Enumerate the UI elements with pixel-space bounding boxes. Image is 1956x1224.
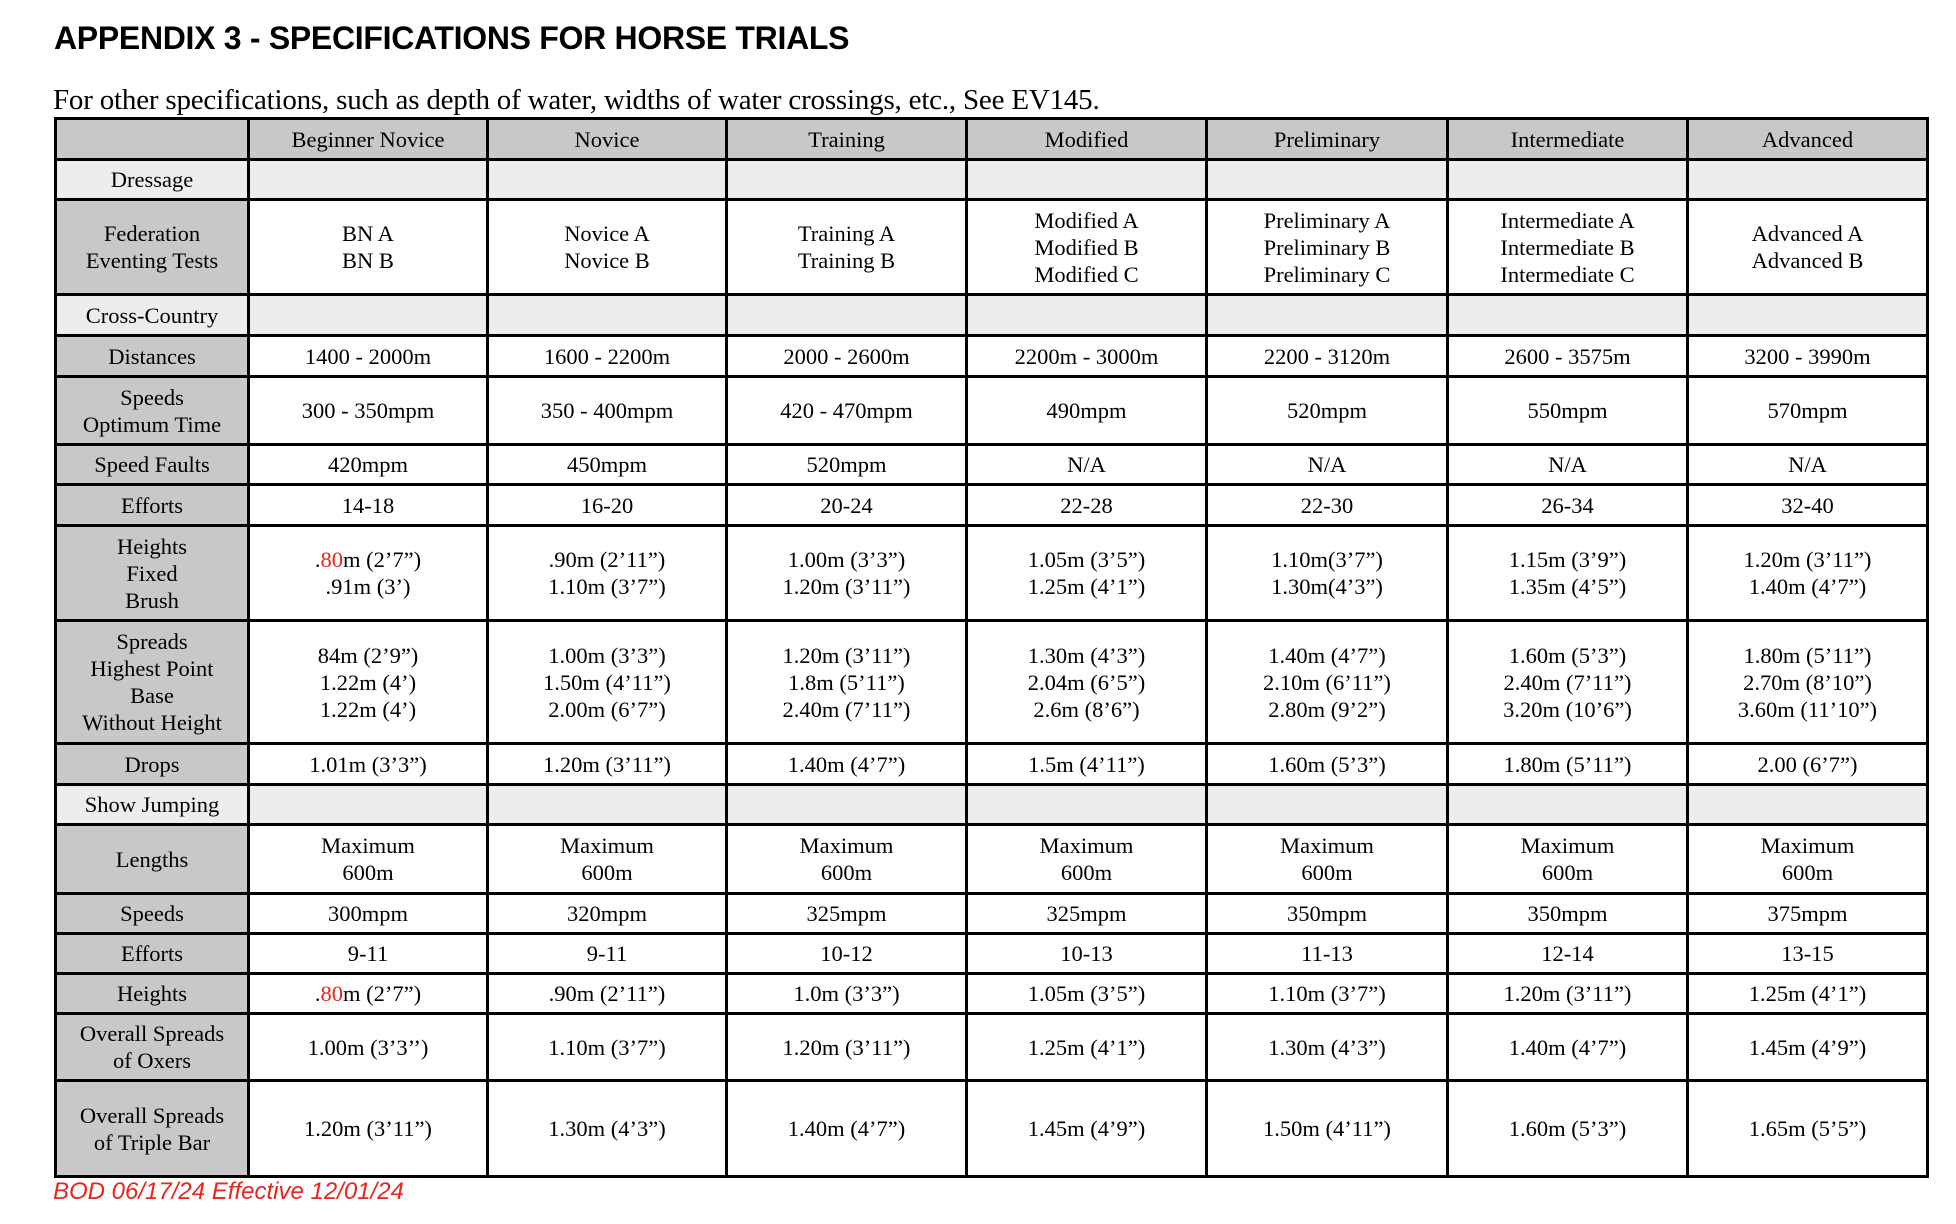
row-label: Overall Spreads of Triple Bar <box>56 1081 249 1177</box>
table-cell: 1.30m (4’3”) 2.04m (6’5”) 2.6m (8’6”) <box>967 621 1207 744</box>
table-cell: Training A Training B <box>727 200 967 295</box>
row-label: Speed Faults <box>56 445 249 485</box>
row-label: Spreads Highest Point Base Without Height <box>56 621 249 744</box>
column-header-advanced: Advanced <box>1688 119 1928 160</box>
table-cell: 1.00m (3’3”) 1.50m (4’11”) 2.00m (6’7”) <box>488 621 727 744</box>
table-cell: 520mpm <box>1207 377 1448 445</box>
table-cell: 1.80m (5’11”) <box>1448 744 1688 785</box>
section-row-dressage <box>56 160 1928 200</box>
section-empty-cell <box>727 160 967 200</box>
column-header-intermediate: Intermediate <box>1448 119 1688 160</box>
table-cell: 10-12 <box>727 934 967 974</box>
specifications-table <box>54 117 1929 1178</box>
section-empty-cell <box>1207 785 1448 825</box>
table-cell: 1.60m (5’3”) <box>1448 1081 1688 1177</box>
row-label: Speeds <box>56 894 249 934</box>
table-cell: 1.20m (3’11”) <box>1448 974 1688 1014</box>
table-cell: BN A BN B <box>249 200 488 295</box>
table-cell: 325mpm <box>967 894 1207 934</box>
table-cell: 1.10m (3’7”) <box>488 1014 727 1081</box>
value-rest: m (2’7”) <box>343 981 422 1006</box>
effective-date-note: BOD 06/17/24 Effective 12/01/24 <box>53 1178 404 1205</box>
table-row <box>56 621 1928 744</box>
table-cell: Maximum 600m <box>727 825 967 894</box>
column-header-preliminary: Preliminary <box>1207 119 1448 160</box>
table-cell: 1.40m (4’7”) <box>1448 1014 1688 1081</box>
row-label: Distances <box>56 336 249 377</box>
row-label: Speeds Optimum Time <box>56 377 249 445</box>
table-cell: 1.50m (4’11”) <box>1207 1081 1448 1177</box>
table-cell: 1.05m (3’5”) <box>967 974 1207 1014</box>
table-cell: 2600 - 3575m <box>1448 336 1688 377</box>
row-label: Overall Spreads of Oxers <box>56 1014 249 1081</box>
section-label: Show Jumping <box>56 785 249 825</box>
table-cell: 1.10m (3’7”) <box>1207 974 1448 1014</box>
table-cell: N/A <box>1688 445 1928 485</box>
table-cell <box>249 974 488 1014</box>
section-row-show-jumping <box>56 785 1928 825</box>
table-cell: 325mpm <box>727 894 967 934</box>
table-cell: 2.00 (6’7”) <box>1688 744 1928 785</box>
table-cell: 1.20m (3’11”) <box>249 1081 488 1177</box>
table-row <box>56 377 1928 445</box>
section-empty-cell <box>967 295 1207 336</box>
table-cell: 1.5m (4’11”) <box>967 744 1207 785</box>
table-cell: 1.05m (3’5”) 1.25m (4’1”) <box>967 526 1207 621</box>
table-cell: Maximum 600m <box>1688 825 1928 894</box>
section-empty-cell <box>727 295 967 336</box>
section-label: Cross-Country <box>56 295 249 336</box>
table-cell: 450mpm <box>488 445 727 485</box>
table-cell: 1.00m (3’3’’) <box>249 1014 488 1081</box>
section-empty-cell <box>1448 785 1688 825</box>
table-cell: 1.60m (5’3”) 2.40m (7’11”) 3.20m (10’6”) <box>1448 621 1688 744</box>
table-cell: 420 - 470mpm <box>727 377 967 445</box>
table-cell: 2200m - 3000m <box>967 336 1207 377</box>
table-cell: 1.10m(3’7”) 1.30m(4’3”) <box>1207 526 1448 621</box>
table-cell: 9-11 <box>249 934 488 974</box>
table-cell: 20-24 <box>727 485 967 526</box>
table-cell: 1.20m (3’11”) 1.8m (5’11”) 2.40m (7’11”) <box>727 621 967 744</box>
table-cell: 1400 - 2000m <box>249 336 488 377</box>
section-label: Dressage <box>56 160 249 200</box>
table-cell: N/A <box>967 445 1207 485</box>
section-empty-cell <box>1448 160 1688 200</box>
table-row <box>56 825 1928 894</box>
table-cell: 1.0m (3’3”) <box>727 974 967 1014</box>
table-cell: 26-34 <box>1448 485 1688 526</box>
table-cell: 1.20m (3’11”) <box>488 744 727 785</box>
table-cell: 1.40m (4’7”) 2.10m (6’11”) 2.80m (9’2”) <box>1207 621 1448 744</box>
value-prefix: . <box>314 547 321 572</box>
section-empty-cell <box>1207 160 1448 200</box>
table-cell: 22-30 <box>1207 485 1448 526</box>
section-empty-cell <box>1448 295 1688 336</box>
table-cell: 1.20m (3’11”) 1.40m (4’7”) <box>1688 526 1928 621</box>
table-cell: 350 - 400mpm <box>488 377 727 445</box>
table-cell: Maximum 600m <box>1448 825 1688 894</box>
table-cell: 1.30m (4’3”) <box>1207 1014 1448 1081</box>
section-empty-cell <box>488 160 727 200</box>
table-cell: 3200 - 3990m <box>1688 336 1928 377</box>
section-empty-cell <box>488 785 727 825</box>
row-label: Efforts <box>56 485 249 526</box>
table-cell: Maximum 600m <box>1207 825 1448 894</box>
table-cell: Preliminary A Preliminary B Preliminary C <box>1207 200 1448 295</box>
table-cell: 12-14 <box>1448 934 1688 974</box>
table-row <box>56 485 1928 526</box>
section-empty-cell <box>1688 785 1928 825</box>
table-cell: 320mpm <box>488 894 727 934</box>
table-cell: 570mpm <box>1688 377 1928 445</box>
table-cell: 1.25m (4’1”) <box>967 1014 1207 1081</box>
table-cell: 1.45m (4’9”) <box>967 1081 1207 1177</box>
table-cell: .90m (2’11”) <box>488 974 727 1014</box>
page-title: APPENDIX 3 - SPECIFICATIONS FOR HORSE TRIALS <box>54 20 850 56</box>
section-empty-cell <box>967 160 1207 200</box>
table-cell: 1.65m (5’5”) <box>1688 1081 1928 1177</box>
table-cell: 10-13 <box>967 934 1207 974</box>
table-cell: 1.80m (5’11”) 2.70m (8’10”) 3.60m (11’10”) <box>1688 621 1928 744</box>
table-row <box>56 894 1928 934</box>
section-empty-cell <box>488 295 727 336</box>
table-cell: 1.45m (4’9”) <box>1688 1014 1928 1081</box>
section-empty-cell <box>1207 295 1448 336</box>
row-label: Efforts <box>56 934 249 974</box>
header-row <box>56 119 1928 160</box>
table-cell: 11-13 <box>1207 934 1448 974</box>
table-row <box>56 744 1928 785</box>
value-prefix: . <box>314 981 321 1006</box>
column-header-novice: Novice <box>488 119 727 160</box>
table-cell: 14-18 <box>249 485 488 526</box>
section-empty-cell <box>1688 295 1928 336</box>
table-cell: N/A <box>1448 445 1688 485</box>
header-corner-cell <box>56 119 249 160</box>
table-cell: 1.01m (3’3”) <box>249 744 488 785</box>
table-cell: 32-40 <box>1688 485 1928 526</box>
row-label: Federation Eventing Tests <box>56 200 249 295</box>
table-cell: Advanced A Advanced B <box>1688 200 1928 295</box>
table-cell: 9-11 <box>488 934 727 974</box>
section-empty-cell <box>249 160 488 200</box>
table-cell: 2000 - 2600m <box>727 336 967 377</box>
table-cell: 1.15m (3’9”) 1.35m (4’5”) <box>1448 526 1688 621</box>
table-cell: 16-20 <box>488 485 727 526</box>
table-cell: 350mpm <box>1448 894 1688 934</box>
section-empty-cell <box>249 295 488 336</box>
column-header-training: Training <box>727 119 967 160</box>
table-row <box>56 200 1928 295</box>
table-row <box>56 445 1928 485</box>
table-cell: Maximum 600m <box>488 825 727 894</box>
row-label: Heights Fixed Brush <box>56 526 249 621</box>
column-header-modified: Modified <box>967 119 1207 160</box>
section-row-cross-country <box>56 295 1928 336</box>
table-cell: 22-28 <box>967 485 1207 526</box>
table-cell: .90m (2’11”) 1.10m (3’7”) <box>488 526 727 621</box>
table-cell: 490mpm <box>967 377 1207 445</box>
row-label: Heights <box>56 974 249 1014</box>
table-cell: N/A <box>1207 445 1448 485</box>
row-label: Lengths <box>56 825 249 894</box>
table-cell: 1.25m (4’1”) <box>1688 974 1928 1014</box>
row-label: Drops <box>56 744 249 785</box>
table-cell: 1.40m (4’7”) <box>727 744 967 785</box>
table-cell: 1.60m (5’3”) <box>1207 744 1448 785</box>
table-cell: Maximum 600m <box>967 825 1207 894</box>
section-empty-cell <box>249 785 488 825</box>
table-cell: 13-15 <box>1688 934 1928 974</box>
table-cell: 1.00m (3’3”) 1.20m (3’11”) <box>727 526 967 621</box>
table-cell: Modified A Modified B Modified C <box>967 200 1207 295</box>
table-cell: 350mpm <box>1207 894 1448 934</box>
revised-value-highlight: 80 <box>320 981 344 1006</box>
table-cell: 1.40m (4’7”) <box>727 1081 967 1177</box>
table-cell: 420mpm <box>249 445 488 485</box>
table-cell: 300 - 350mpm <box>249 377 488 445</box>
table-row <box>56 526 1928 621</box>
table-cell: Intermediate A Intermediate B Intermediate C <box>1448 200 1688 295</box>
table-row <box>56 336 1928 377</box>
table-cell: 1.30m (4’3”) <box>488 1081 727 1177</box>
section-empty-cell <box>1688 160 1928 200</box>
section-empty-cell <box>727 785 967 825</box>
table-row <box>56 1081 1928 1177</box>
table-cell: 1600 - 2200m <box>488 336 727 377</box>
table-cell: Maximum 600m <box>249 825 488 894</box>
section-empty-cell <box>967 785 1207 825</box>
table-cell: 1.20m (3’11”) <box>727 1014 967 1081</box>
value-rest: m (2’7”) .91m (3’) <box>325 547 422 599</box>
table-row <box>56 1014 1928 1081</box>
table-cell: Novice A Novice B <box>488 200 727 295</box>
table-cell: 2200 - 3120m <box>1207 336 1448 377</box>
table-cell: 550mpm <box>1448 377 1688 445</box>
table-row <box>56 934 1928 974</box>
table-cell: 520mpm <box>727 445 967 485</box>
page-subtitle: For other specifications, such as depth of water, widths of water crossings, etc., See EV145. <box>53 84 1100 116</box>
table-cell: 84m (2’9”) 1.22m (4’) 1.22m (4’) <box>249 621 488 744</box>
revised-value-highlight: 80 <box>320 547 344 572</box>
table-cell <box>249 526 488 621</box>
table-row <box>56 974 1928 1014</box>
column-header-beginner-novice: Beginner Novice <box>249 119 488 160</box>
table-cell: 375mpm <box>1688 894 1928 934</box>
table-cell: 300mpm <box>249 894 488 934</box>
